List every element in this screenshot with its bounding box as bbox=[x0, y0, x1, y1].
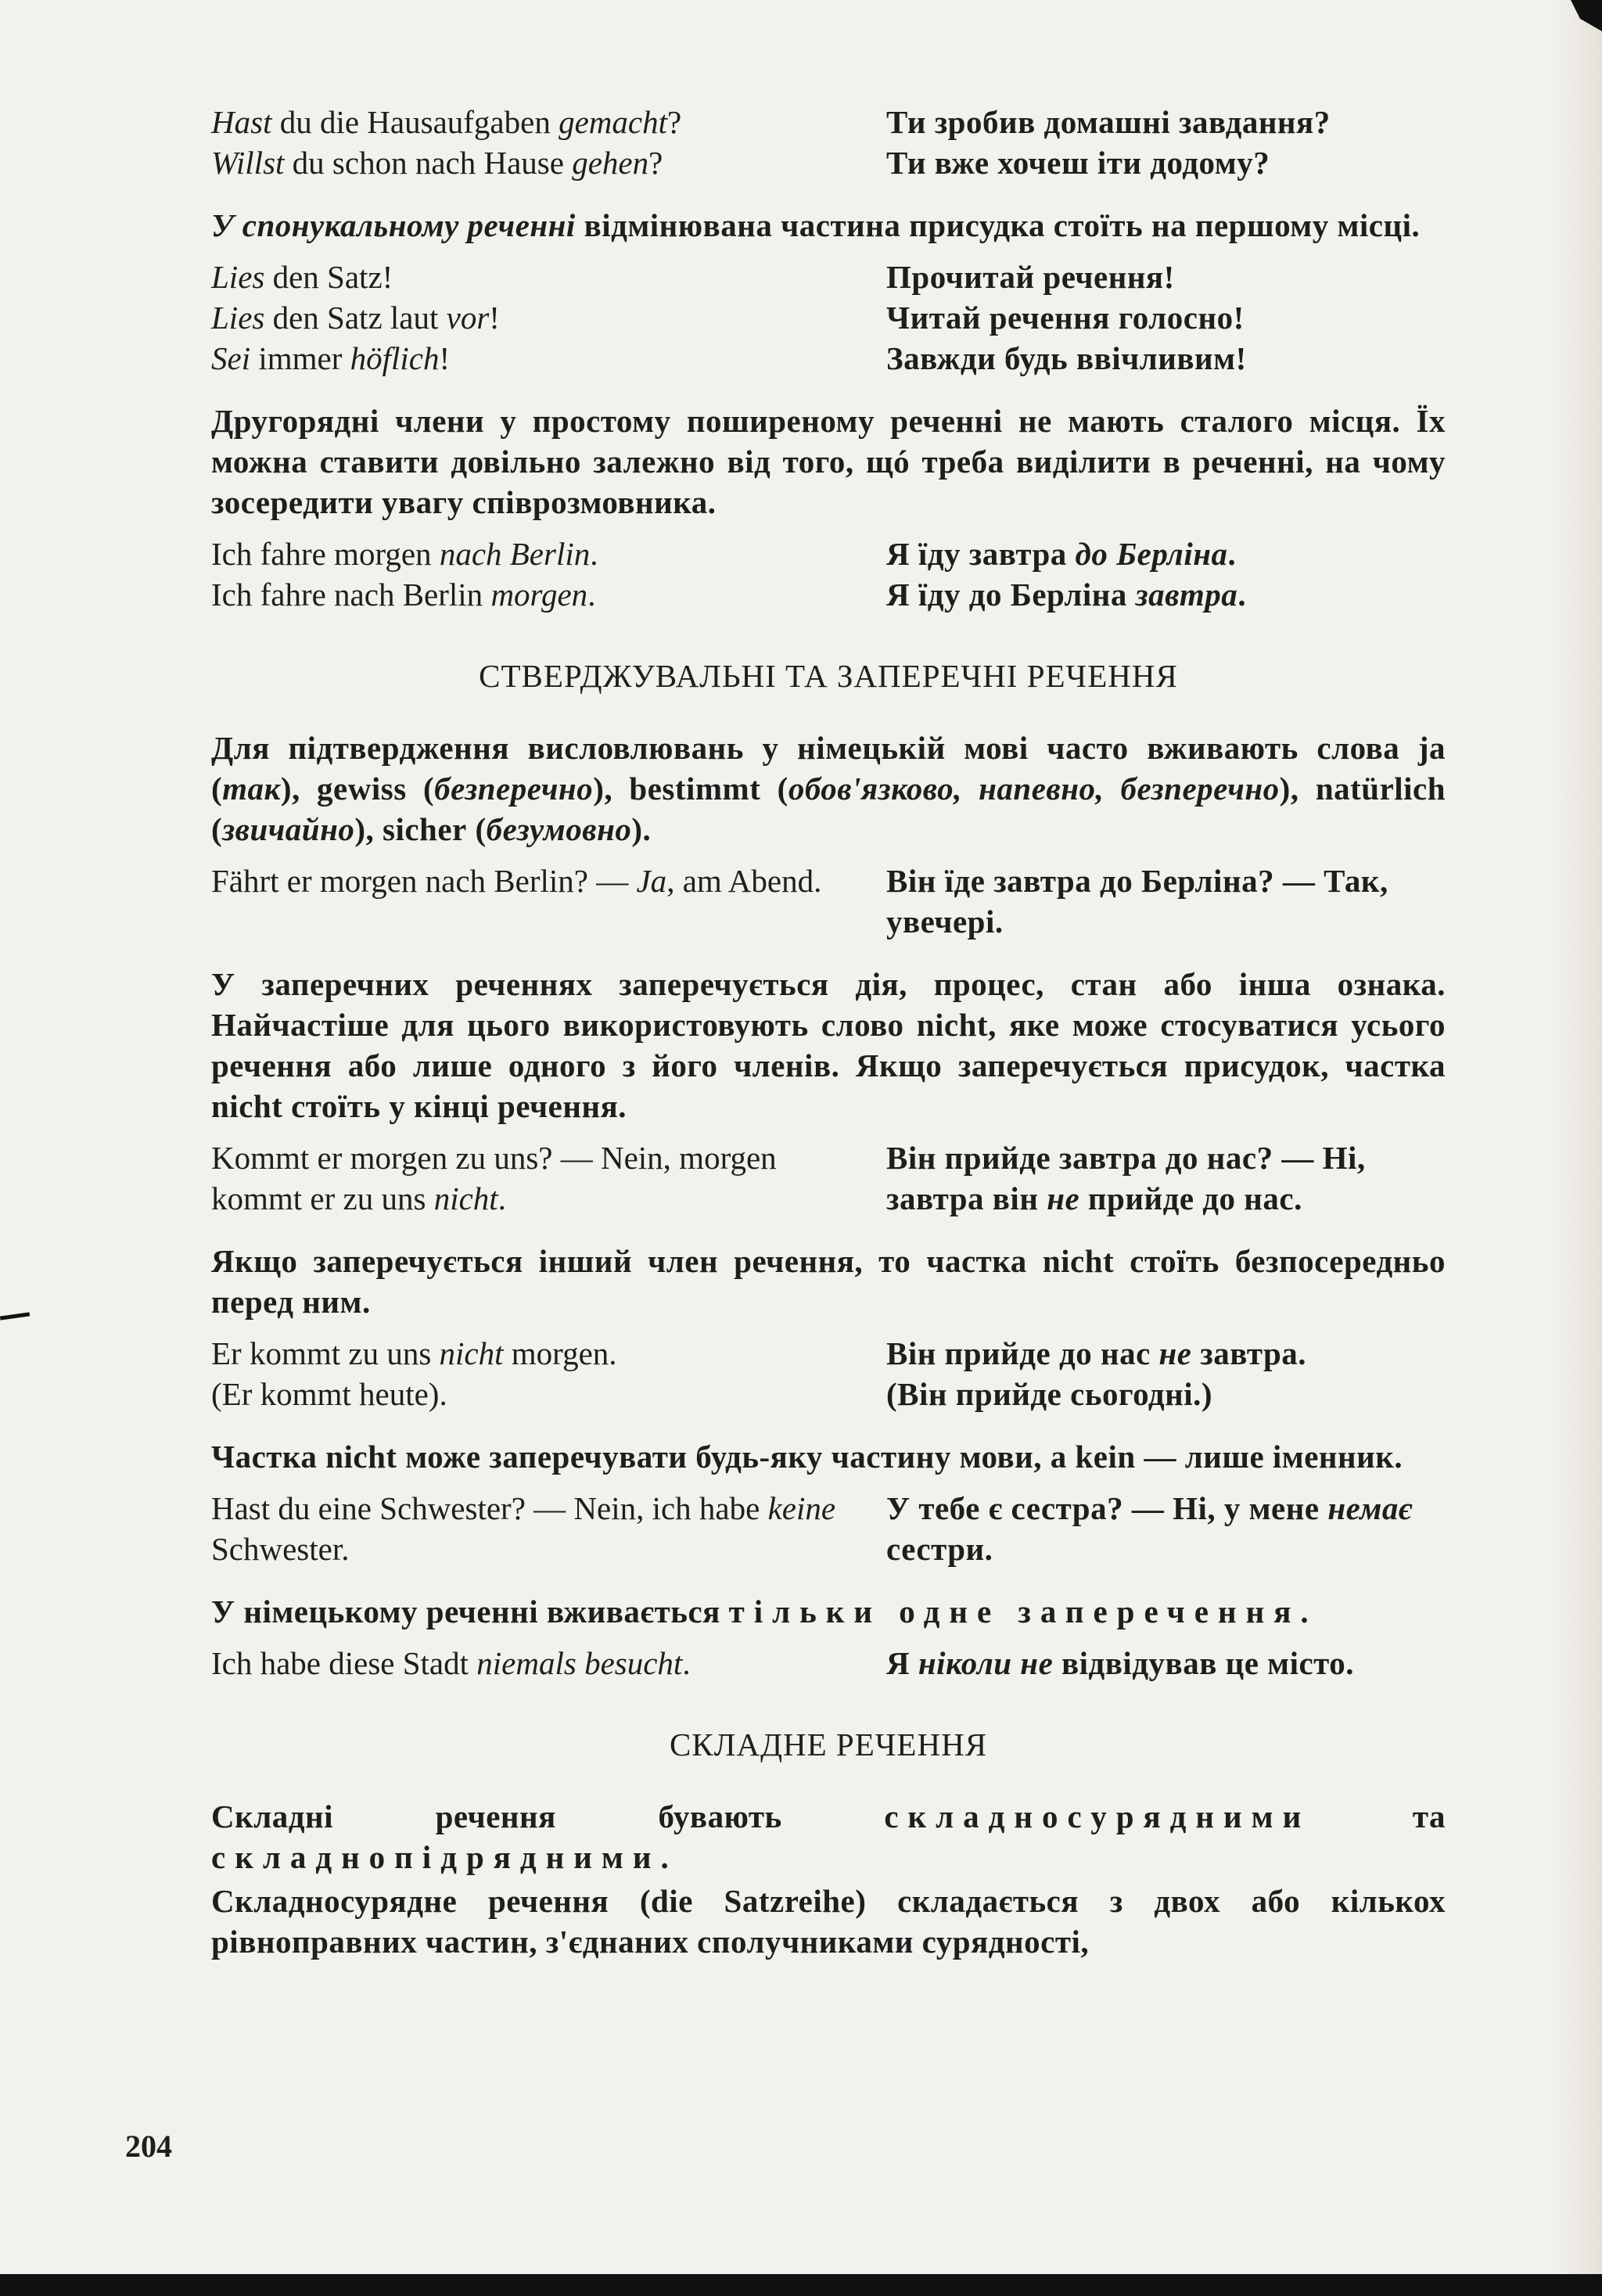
ukrainian-line: Він прийде до нас не завтра. bbox=[886, 1335, 1307, 1371]
ukrainian-column: Він їде завтра до Берліна? — Так, увечері. bbox=[886, 863, 1388, 940]
example-word-order bbox=[211, 534, 1446, 615]
paragraph-single-negation: У німецькому реченні вживається тільки одне заперечення. bbox=[211, 1594, 1309, 1629]
example-kein bbox=[211, 1488, 1446, 1569]
ukrainian-line: Завжди будь ввічливим! bbox=[886, 340, 1247, 376]
ukrainian-column bbox=[886, 102, 1446, 183]
german-column: Kommt er morgen zu uns? — Nein, morgen kommt er zu uns nicht. bbox=[211, 1140, 777, 1216]
german-column bbox=[211, 1333, 860, 1414]
german-column bbox=[211, 534, 860, 615]
example-single-negation bbox=[211, 1643, 1446, 1683]
ukrainian-column bbox=[886, 1333, 1446, 1414]
german-column: Ich habe diese Stadt niemals besucht. bbox=[211, 1645, 691, 1681]
example-questions bbox=[211, 102, 1446, 183]
ukrainian-line: (Він прийде сьогодні.) bbox=[886, 1376, 1213, 1412]
german-column bbox=[211, 102, 860, 183]
ukrainian-line: Ти вже хочеш іти додому? bbox=[886, 145, 1270, 181]
ukrainian-line: Я їду завтра до Берліна. bbox=[886, 536, 1237, 572]
german-line: Er kommt zu uns nicht morgen. bbox=[211, 1335, 617, 1371]
paragraph-negation-member: Якщо заперечується інший член речення, то частка nicht стоїть безпосередньо перед ним. bbox=[211, 1243, 1446, 1320]
example-imperative bbox=[211, 257, 1446, 379]
german-column bbox=[211, 257, 860, 379]
paragraph-complex-types: Складні речення бувають складносурядними та складнопідрядними. bbox=[211, 1798, 1446, 1875]
paragraph-affirmation: Для підтвердження висловлювань у німецькій мові часто вживають слова ja (так), gewiss (безперечно), bestimmt (обов'язково, напевно, безперечно), natürlich (звичайно), sicher (безумовно). bbox=[211, 730, 1446, 847]
ukrainian-column: У тебе є сестра? — Ні, у мене немає сестри. bbox=[886, 1490, 1413, 1567]
german-column: Hast du eine Schwester? — Nein, ich habe keine Schwester. bbox=[211, 1490, 836, 1567]
section-heading-affirmative-negative: СТВЕРДЖУВАЛЬНІ ТА ЗАПЕРЕЧНІ РЕЧЕННЯ bbox=[479, 658, 1178, 694]
ukrainian-line: Я їду до Берліна завтра. bbox=[886, 577, 1247, 613]
ukrainian-column: Він прийде завтра до нас? — Ні, завтра він не прийде до нас. bbox=[886, 1140, 1366, 1216]
ukrainian-line: Прочитай речення! bbox=[886, 259, 1175, 295]
scan-bottom-border bbox=[0, 2274, 1602, 2296]
ukrainian-line: Ти зробив домашні завдання? bbox=[886, 104, 1331, 140]
german-line: (Er kommt heute). bbox=[211, 1376, 447, 1412]
page-edge-shadow bbox=[1555, 0, 1602, 2296]
ukrainian-column bbox=[886, 257, 1446, 379]
german-line: Lies den Satz laut vor! bbox=[211, 300, 500, 336]
german-column: Fährt er morgen nach Berlin? — Ja, am Abend. bbox=[211, 863, 822, 899]
page-content bbox=[211, 102, 1446, 1973]
example-negation-predicate bbox=[211, 1137, 1446, 1219]
page-number: 204 bbox=[125, 2129, 172, 2164]
german-line: Ich fahre nach Berlin morgen. bbox=[211, 577, 596, 613]
ukrainian-line: Читай речення голосно! bbox=[886, 300, 1245, 336]
german-line: Willst du schon nach Hause gehen? bbox=[211, 145, 663, 181]
section-heading-complex-sentence: СКЛАДНЕ РЕЧЕННЯ bbox=[669, 1726, 988, 1762]
paragraph-imperative: У спонукальному реченні відмінювана частина присудка стоїть на першому місці. bbox=[211, 207, 1421, 243]
paragraph-secondary-members: Другорядні члени у простому поширеному реченні не мають сталого місця. Їх можна ставити довільно залежно від того, щó треба виділити в реченні, на чому зосередити увагу співрозмовника. bbox=[211, 403, 1446, 520]
paragraph-negation: У заперечних реченнях заперечується дія, процес, стан або інша ознака. Найчастіше для цього використовують слово nicht, яке може стосуватися усього речення або лише одного з його членів. Якщо заперечується присудок, частка nicht стоїть у кінці речення. bbox=[211, 966, 1446, 1124]
ukrainian-column bbox=[886, 534, 1446, 615]
margin-tick bbox=[0, 1312, 30, 1320]
example-affirmation bbox=[211, 861, 1446, 942]
german-line: Hast du die Hausaufgaben gemacht? bbox=[211, 104, 682, 140]
paragraph-nicht-kein: Частка nicht може заперечувати будь-яку частину мови, а kein — лише іменник. bbox=[211, 1439, 1403, 1475]
ukrainian-column: Я ніколи не відвідував це місто. bbox=[886, 1645, 1355, 1681]
example-negation-member bbox=[211, 1333, 1446, 1414]
german-line: Sei immer höflich! bbox=[211, 340, 451, 376]
paragraph-satzreihe: Складносурядне речення (die Satzreihe) складається з двох або кількох рівноправних частин, з'єднаних сполучниками сурядності, bbox=[211, 1883, 1446, 1960]
german-line: Lies den Satz! bbox=[211, 259, 393, 295]
german-line: Ich fahre morgen nach Berlin. bbox=[211, 536, 598, 572]
